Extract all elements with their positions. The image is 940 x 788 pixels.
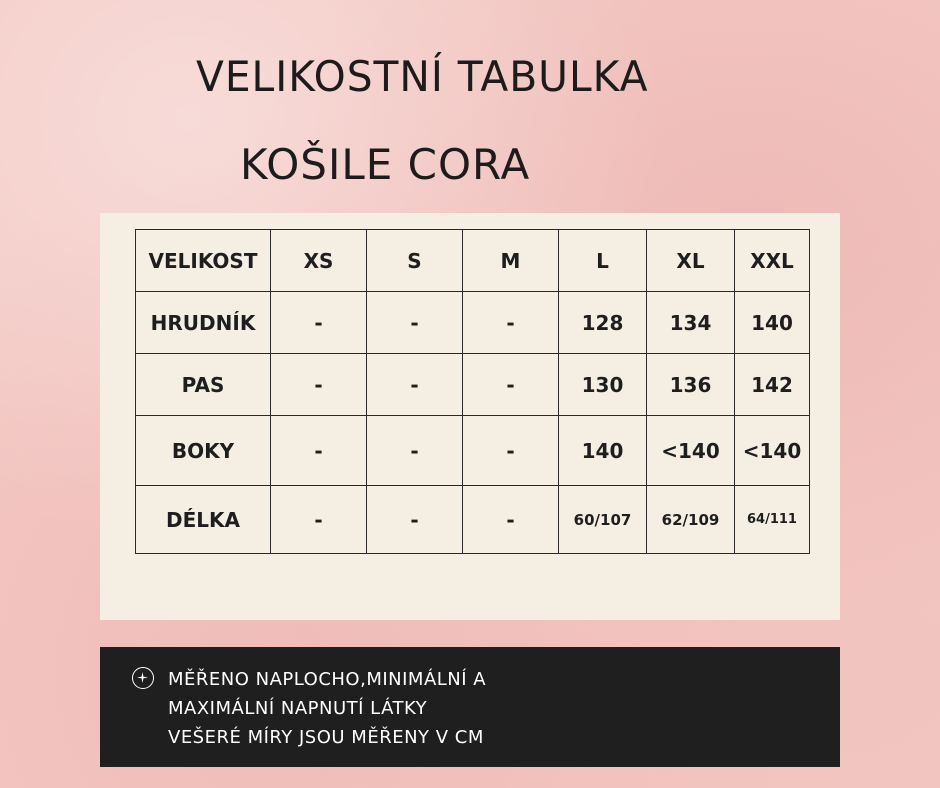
header-cell-xxl: XXL xyxy=(735,230,810,292)
table-cell: - xyxy=(271,354,367,416)
size-table xyxy=(135,229,810,554)
header-cell-velikost: VELIKOST xyxy=(136,230,271,292)
header-cell-l: L xyxy=(559,230,647,292)
header-cell-xl: XL xyxy=(647,230,735,292)
table-cell: 140 xyxy=(559,416,647,486)
table-cell: - xyxy=(463,354,559,416)
table-cell: - xyxy=(367,292,463,354)
table-cell: - xyxy=(367,354,463,416)
table-cell: 140 xyxy=(735,292,810,354)
page-title: VELIKOSTNÍ TABULKA xyxy=(196,52,649,101)
sparkle-icon xyxy=(132,667,154,689)
table-cell: 62/109 xyxy=(647,486,735,554)
table-cell: <140 xyxy=(735,416,810,486)
table-cell: - xyxy=(271,486,367,554)
table-cell: 128 xyxy=(559,292,647,354)
table-cell: <140 xyxy=(647,416,735,486)
table-cell: - xyxy=(463,292,559,354)
note-line: MAXIMÁLNÍ NAPNUTÍ LÁTKY xyxy=(168,698,428,719)
table-cell: 60/107 xyxy=(559,486,647,554)
table-cell: - xyxy=(463,486,559,554)
row-label: BOKY xyxy=(136,416,271,486)
table-cell: 134 xyxy=(647,292,735,354)
header-cell-s: S xyxy=(367,230,463,292)
header-cell-m: M xyxy=(463,230,559,292)
note-text xyxy=(168,665,486,752)
table-row-boky xyxy=(136,416,810,486)
row-label: DÉLKA xyxy=(136,486,271,554)
table-cell: 136 xyxy=(647,354,735,416)
table-row-hrudnik xyxy=(136,292,810,354)
header-cell-xs: XS xyxy=(271,230,367,292)
table-header-row xyxy=(136,230,810,292)
table-cell: 130 xyxy=(559,354,647,416)
table-row-pas xyxy=(136,354,810,416)
product-subtitle: KOŠILE CORA xyxy=(240,140,531,189)
measurement-note xyxy=(100,647,840,767)
table-row-delka xyxy=(136,486,810,554)
note-line: MĚŘENO NAPLOCHO,MINIMÁLNÍ A xyxy=(168,669,487,690)
table-cell: - xyxy=(463,416,559,486)
row-label: PAS xyxy=(136,354,271,416)
table-cell: 142 xyxy=(735,354,810,416)
row-label: HRUDNÍK xyxy=(136,292,271,354)
table-cell: - xyxy=(367,486,463,554)
table-cell: - xyxy=(367,416,463,486)
note-line: VEŠERÉ MÍRY JSOU MĚŘENY V CM xyxy=(168,727,484,748)
table-cell: - xyxy=(271,416,367,486)
table-cell: - xyxy=(271,292,367,354)
table-cell: 64/111 xyxy=(735,486,810,554)
